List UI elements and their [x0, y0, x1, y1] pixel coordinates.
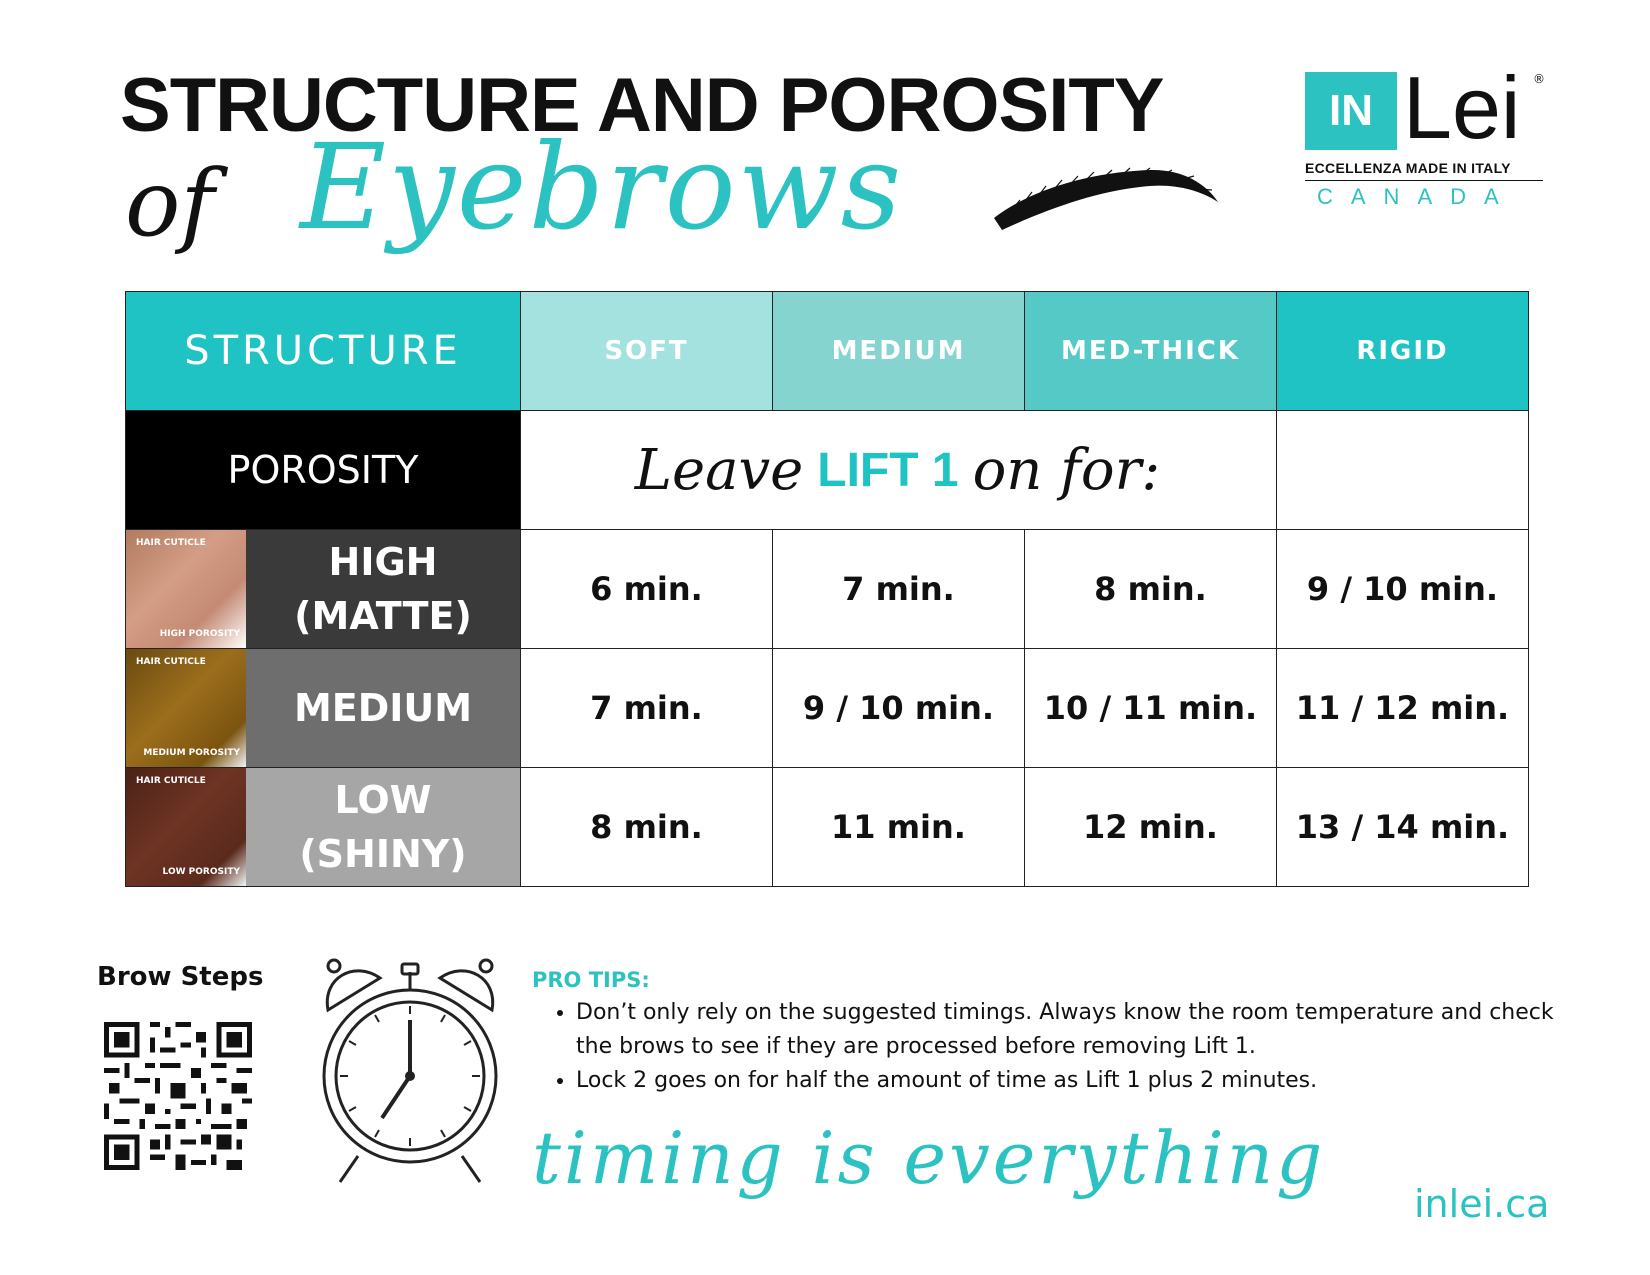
cell-low-rigid: 13 / 14 min.: [1277, 768, 1529, 887]
row-label-high: [126, 530, 521, 649]
porosity-medium-label: MEDIUM: [246, 649, 520, 767]
leave-product: LIFT 1: [817, 443, 959, 497]
col-rigid: RIGID: [1277, 292, 1529, 411]
leave-prefix: Leave: [634, 437, 804, 503]
cell-low-med-thick: 12 min.: [1025, 768, 1277, 887]
qr-code-icon[interactable]: [104, 1022, 252, 1170]
structure-header-row: [126, 292, 1529, 411]
cell-medium-rigid: 11 / 12 min.: [1277, 649, 1529, 768]
hair-cuticle-image-medium: [126, 649, 246, 767]
cell-low-soft: 8 min.: [521, 768, 773, 887]
cell-medium-medium: 9 / 10 min.: [773, 649, 1025, 768]
leave-instruction: [521, 411, 1274, 529]
logo-divider: [1305, 180, 1543, 181]
swatch-bottom-label: MEDIUM POROSITY: [143, 748, 240, 758]
brow-steps-label: Brow Steps: [97, 962, 264, 992]
col-soft: SOFT: [521, 292, 773, 411]
swatch-top-label: HAIR CUTICLE: [136, 776, 206, 786]
hair-cuticle-image-low: [126, 768, 246, 886]
cell-high-medium: 7 min.: [773, 530, 1025, 649]
cell-medium-soft: 7 min.: [521, 649, 773, 768]
cell-high-med-thick: 8 min.: [1025, 530, 1277, 649]
col-med-thick: MED-THICK: [1025, 292, 1277, 411]
porosity-header: POROSITY: [126, 411, 521, 530]
table-row: [126, 768, 1529, 887]
leave-suffix: on for:: [972, 437, 1161, 503]
list-item: • Don’t only rely on the suggested timings. Always know the room temperature and check the brows to see if they are processed before removing Lift 1.: [576, 996, 1586, 1064]
logo-registered-mark: ®: [1533, 72, 1545, 86]
structure-header: STRUCTURE: [126, 292, 521, 411]
cell-medium-med-thick: 10 / 11 min.: [1025, 649, 1277, 768]
swatch-bottom-label: LOW POROSITY: [162, 867, 240, 877]
hair-cuticle-image-high: [126, 530, 246, 648]
pro-tips-list: [530, 996, 1586, 1098]
col-medium: MEDIUM: [773, 292, 1025, 411]
alarm-clock-icon: [318, 958, 502, 1190]
page-title: STRUCTURE AND POROSITY: [120, 63, 1164, 148]
table-row: [126, 649, 1529, 768]
empty-cell: [1277, 411, 1529, 530]
porosity-low-label: LOW (SHINY): [246, 768, 520, 886]
table-row: [126, 530, 1529, 649]
logo-tagline: ECCELLENZA MADE IN ITALY: [1305, 160, 1511, 176]
porosity-high-label: HIGH (MATTE): [246, 530, 520, 648]
cell-high-rigid: 9 / 10 min.: [1277, 530, 1529, 649]
porosity-header-row: [126, 411, 1529, 530]
leave-cell: [521, 411, 1277, 530]
swatch-bottom-label: HIGH POROSITY: [159, 629, 240, 639]
row-label-low: [126, 768, 521, 887]
subtitle-of: of: [125, 150, 215, 257]
logo-box: IN: [1305, 72, 1397, 150]
cell-low-medium: 11 min.: [773, 768, 1025, 887]
cell-high-soft: 6 min.: [521, 530, 773, 649]
row-label-medium: [126, 649, 521, 768]
pro-tips-title: PRO TIPS:: [532, 968, 650, 992]
website-link[interactable]: inlei.ca: [1414, 1182, 1550, 1226]
logo-word: Lei: [1403, 58, 1521, 157]
logo-country: CANADA: [1317, 184, 1517, 209]
swatch-top-label: HAIR CUTICLE: [136, 538, 206, 548]
timing-tagline: timing is everything: [532, 1116, 1326, 1200]
timing-table: [125, 291, 1529, 887]
swatch-top-label: HAIR CUTICLE: [136, 657, 206, 667]
subtitle-eyebrows: Eyebrows: [300, 118, 904, 256]
list-item: • Lock 2 goes on for half the amount of time as Lift 1 plus 2 minutes.: [576, 1064, 1586, 1098]
inlei-logo: [1305, 58, 1545, 212]
eyebrow-icon: [990, 160, 1220, 240]
